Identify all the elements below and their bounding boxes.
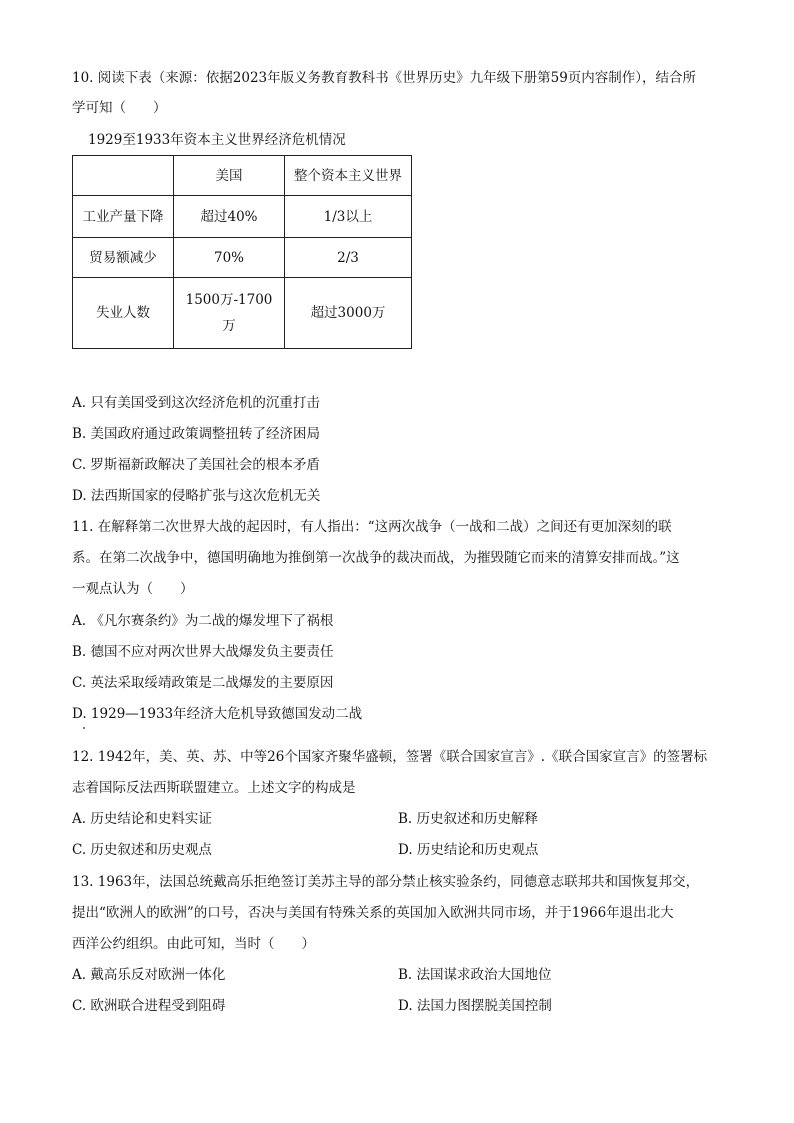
q11-stem-line-3: 一观点认为（ ） [72,581,194,597]
table-cell: 超过40% [174,196,285,238]
q12-stem-line-2: 志着国际反法西斯联盟建立。上述文字的构成是 [72,780,356,796]
table-header-cell: 整个资本主义世界 [285,156,412,196]
q11-option-c: C. 英法采取绥靖政策是二战爆发的主要原因 [72,675,334,691]
table-header-cell [73,156,174,196]
q10-stem-line-1: 10. 阅读下表（来源：依据2023年版义务教育教科书《世界历史》九年级下册第59页内容制作），结合所 [72,70,697,86]
q10-option-a: A. 只有美国受到这次经济危机的沉重打击 [72,395,320,411]
q10-option-b: B. 美国政府通过政策调整扭转了经济困局 [72,426,321,442]
table-cell: 2/3 [285,238,412,278]
table-cell: 贸易额减少 [73,238,174,278]
table-cell: 超过3000万 [285,278,412,349]
q13-option-b: B. 法国谋求政治大国地位 [398,967,552,983]
q13-option-d: D. 法国力图摆脱美国控制 [398,998,552,1014]
q11-stem-line-1: 11. 在解释第二次世界大战的起因时，有人指出：“这两次战争（一战和二战）之间还有更加深刻的联 [72,519,672,535]
table-cell: 1500万-1700万 [174,278,285,349]
q11-option-d: D. 1929—1933年经济大危机导致德国发动二战 [72,706,363,722]
q10-stem-line-2: 学可知（ ） [72,100,167,116]
q10-option-d: D. 法西斯国家的侵略扩张与这次危机无关 [72,488,321,504]
q11-option-b: B. 德国不应对两次世界大战爆发负主要责任 [72,644,334,660]
q12-option-a: A. 历史结论和史料实证 [72,811,212,827]
q13-stem-line-1: 13. 1963年，法国总统戴高乐拒绝签订美苏主导的部分禁止核实验条约，同德意志联邦共和国恢复邦交， [72,874,700,890]
q13-option-a: A. 戴高乐反对欧洲一体化 [72,967,226,983]
table-header-row [73,156,412,196]
table-cell: 工业产量下降 [73,196,174,238]
table-cell: 失业人数 [73,278,174,349]
q10-option-c: C. 罗斯福新政解决了美国社会的根本矛盾 [72,457,320,473]
q13-option-c: C. 欧洲联合进程受到阻碍 [72,998,226,1014]
table-row [73,278,412,349]
table-cell: 70% [174,238,285,278]
q13-stem-line-3: 西洋公约组织。由此可知，当时（ ） [72,936,315,952]
table-row [73,238,412,278]
q13-stem-line-2: 提出“欧洲人的欧洲”的口号，否决与美国有特殊关系的英国加入欧洲共同市场，并于1966年退出北大 [72,905,674,921]
q12-option-b: B. 历史叙述和历史解释 [398,811,539,827]
q12-option-c: C. 历史叙述和历史观点 [72,842,212,858]
q11-option-a: A. 《凡尔赛条约》为二战的爆发埋下了祸根 [72,613,334,629]
q12-option-d: D. 历史结论和历史观点 [398,842,539,858]
table-row [73,196,412,238]
q10-table-caption: 1929至1933年资本主义世界经济危机情况 [88,132,346,148]
table-header-cell: 美国 [174,156,285,196]
stray-dot [83,727,85,729]
table-cell: 1/3以上 [285,196,412,238]
q12-stem-line-1: 12. 1942年，美、英、苏、中等26个国家齐聚华盛顿，签署《联合国家宣言》.《联合国家宣言》的签署标 [72,749,708,765]
economic-crisis-table [72,155,412,349]
q11-stem-line-2: 系。在第二次战争中，德国明确地为推倒第一次战争的裁决而战，为摧毁随它而来的清算安排而战。”这 [72,550,680,566]
